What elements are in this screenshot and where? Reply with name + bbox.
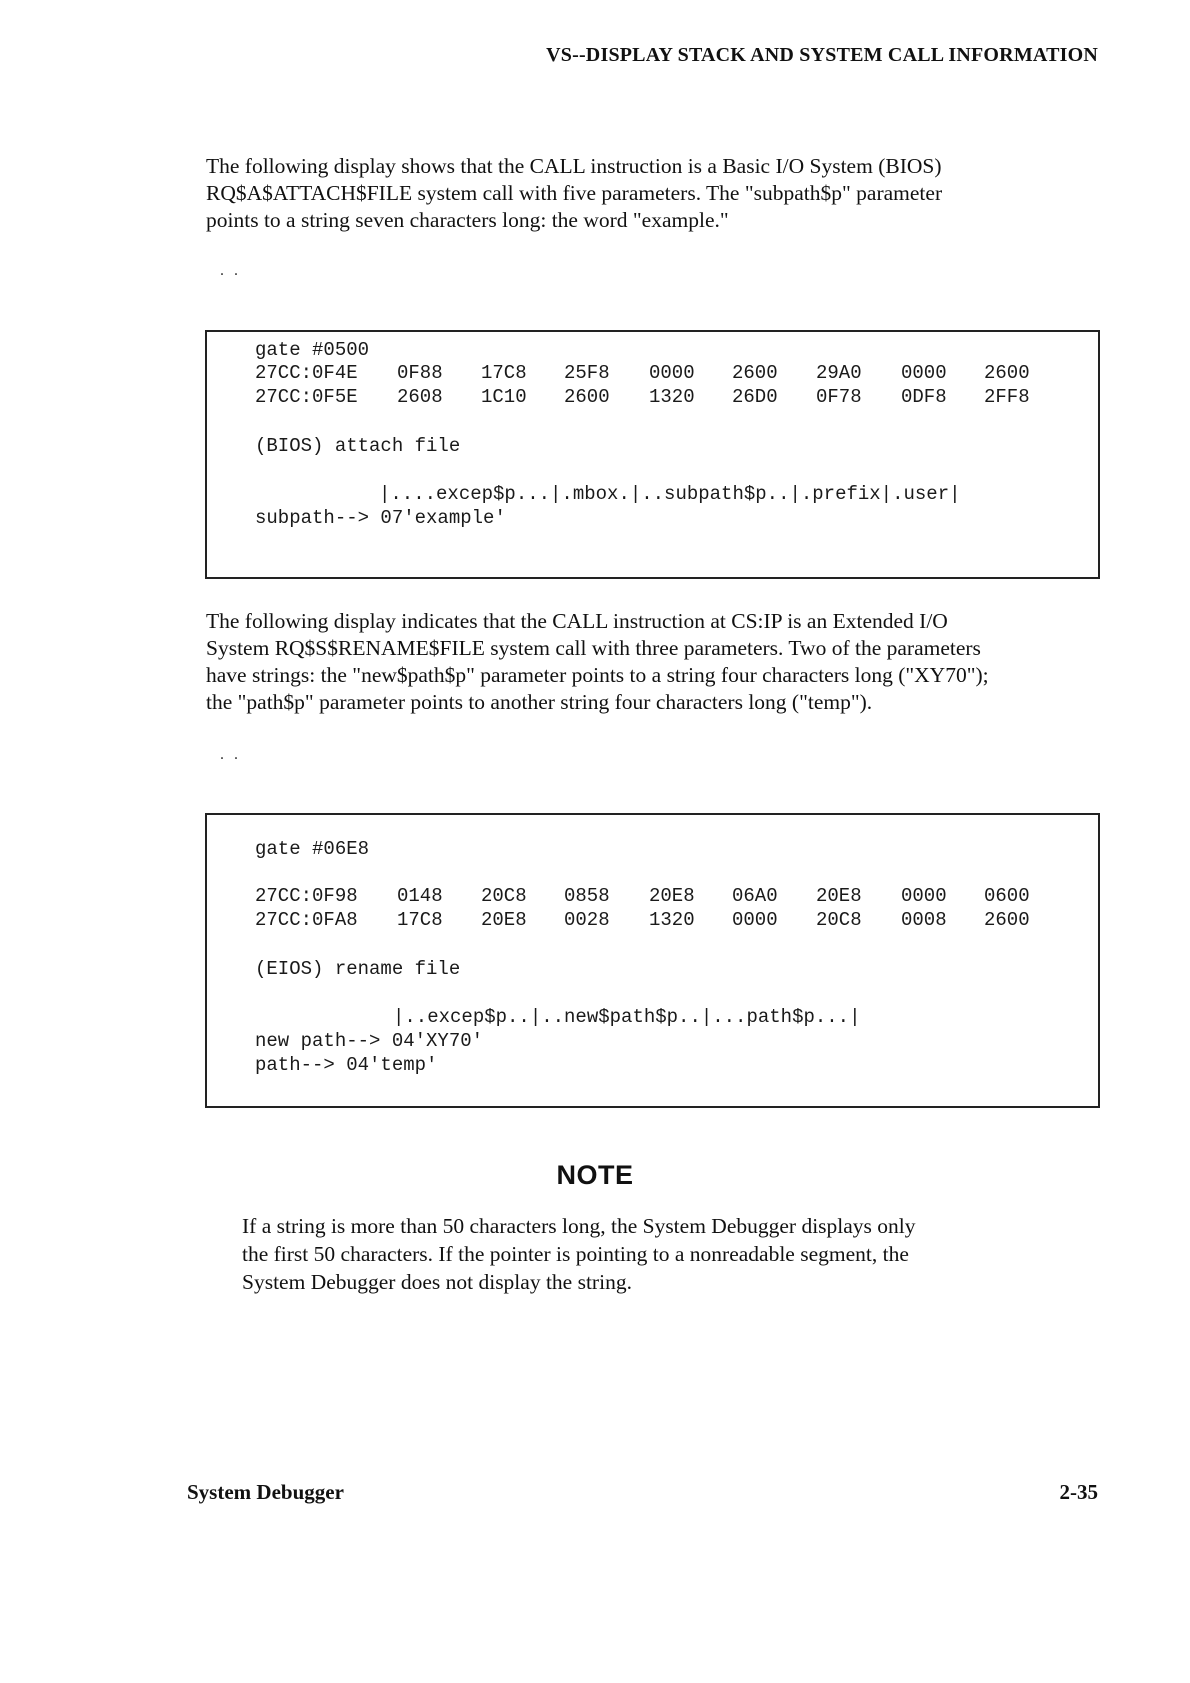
gate-number: gate #0500 <box>255 339 370 361</box>
word-cell: 25F8 <box>564 362 610 384</box>
word-cell: 0858 <box>564 885 610 907</box>
word-cell: 0F78 <box>816 386 862 408</box>
paragraph-line: RQ$A$ATTACH$FILE system call with five parameters. The "subpath$p" parameter <box>206 181 943 205</box>
word-cell: 0600 <box>984 885 1030 907</box>
word-cell: 2600 <box>984 909 1030 931</box>
paragraph-line: the "path$p" parameter points to another string four characters long ("temp"). <box>206 690 873 714</box>
running-header: VS--DISPLAY STACK AND SYSTEM CALL INFORMATION <box>546 44 1098 66</box>
word-cell: 20C8 <box>816 909 862 931</box>
ellipsis-marker: . . <box>220 262 241 279</box>
address-cell: 27CC:0F4E <box>255 362 358 384</box>
word-cell: 20E8 <box>816 885 862 907</box>
string-value-line: new path--> 04'XY70' <box>255 1030 484 1052</box>
word-cell: 17C8 <box>481 362 527 384</box>
word-cell: 1320 <box>649 386 695 408</box>
paragraph-line: The following display indicates that the CALL instruction at CS:IP is an Extended I/O <box>206 609 948 633</box>
note-heading: NOTE <box>556 1160 634 1190</box>
word-cell: 0148 <box>397 885 443 907</box>
second-paragraph <box>206 608 1106 716</box>
word-cell: 06A0 <box>732 885 778 907</box>
word-cell: 2608 <box>397 386 443 408</box>
word-cell: 0000 <box>901 885 947 907</box>
word-cell: 2FF8 <box>984 386 1030 408</box>
address-cell: 27CC:0F5E <box>255 386 358 408</box>
intro-paragraph <box>206 153 1106 234</box>
address-cell: 27CC:0FA8 <box>255 909 358 931</box>
system-call-name: (BIOS) attach file <box>255 435 461 457</box>
paragraph-line: The following display shows that the CALL instruction is a Basic I/O System (BIOS) <box>206 154 942 178</box>
word-cell: 29A0 <box>816 362 862 384</box>
system-call-name: (EIOS) rename file <box>255 958 461 980</box>
word-cell: 20E8 <box>649 885 695 907</box>
paragraph-line: have strings: the "new$path$p" parameter points to a string four characters long ("XY70"); <box>206 663 989 687</box>
paragraph-line: points to a string seven characters long: the word "example." <box>206 208 729 232</box>
debugger-display-bios <box>205 330 1100 579</box>
debugger-display-eios <box>205 813 1100 1108</box>
note-body <box>242 1212 916 1296</box>
string-value-line: path--> 04'temp' <box>255 1054 438 1076</box>
word-cell: 2600 <box>984 362 1030 384</box>
note-line: the first 50 characters. If the pointer is pointing to a nonreadable segment, the <box>242 1242 909 1266</box>
footer-manual-title: System Debugger <box>187 1480 344 1504</box>
word-cell: 26D0 <box>732 386 778 408</box>
word-cell: 1C10 <box>481 386 527 408</box>
string-value-line: subpath--> 07'example' <box>255 507 506 529</box>
gate-number: gate #06E8 <box>255 838 370 860</box>
word-cell: 0DF8 <box>901 386 947 408</box>
parameter-map: |..excep$p..|..new$path$p..|...path$p...| <box>393 1006 861 1028</box>
note-line: System Debugger does not display the string. <box>242 1270 632 1294</box>
word-cell: 0000 <box>732 909 778 931</box>
word-cell: 20C8 <box>481 885 527 907</box>
word-cell: 17C8 <box>397 909 443 931</box>
word-cell: 0F88 <box>397 362 443 384</box>
word-cell: 20E8 <box>481 909 527 931</box>
word-cell: 0000 <box>901 362 947 384</box>
word-cell: 0008 <box>901 909 947 931</box>
word-cell: 0000 <box>649 362 695 384</box>
word-cell: 2600 <box>732 362 778 384</box>
note-line: If a string is more than 50 characters long, the System Debugger displays only <box>242 1214 916 1238</box>
word-cell: 0028 <box>564 909 610 931</box>
ellipsis-marker: . . <box>220 746 241 763</box>
word-cell: 2600 <box>564 386 610 408</box>
address-cell: 27CC:0F98 <box>255 885 358 907</box>
parameter-map: |....excep$p...|.mbox.|..subpath$p..|.prefix|.user| <box>379 483 961 505</box>
paragraph-line: System RQ$S$RENAME$FILE system call with three parameters. Two of the parameters <box>206 636 981 660</box>
page-number: 2-35 <box>1059 1480 1098 1504</box>
word-cell: 1320 <box>649 909 695 931</box>
